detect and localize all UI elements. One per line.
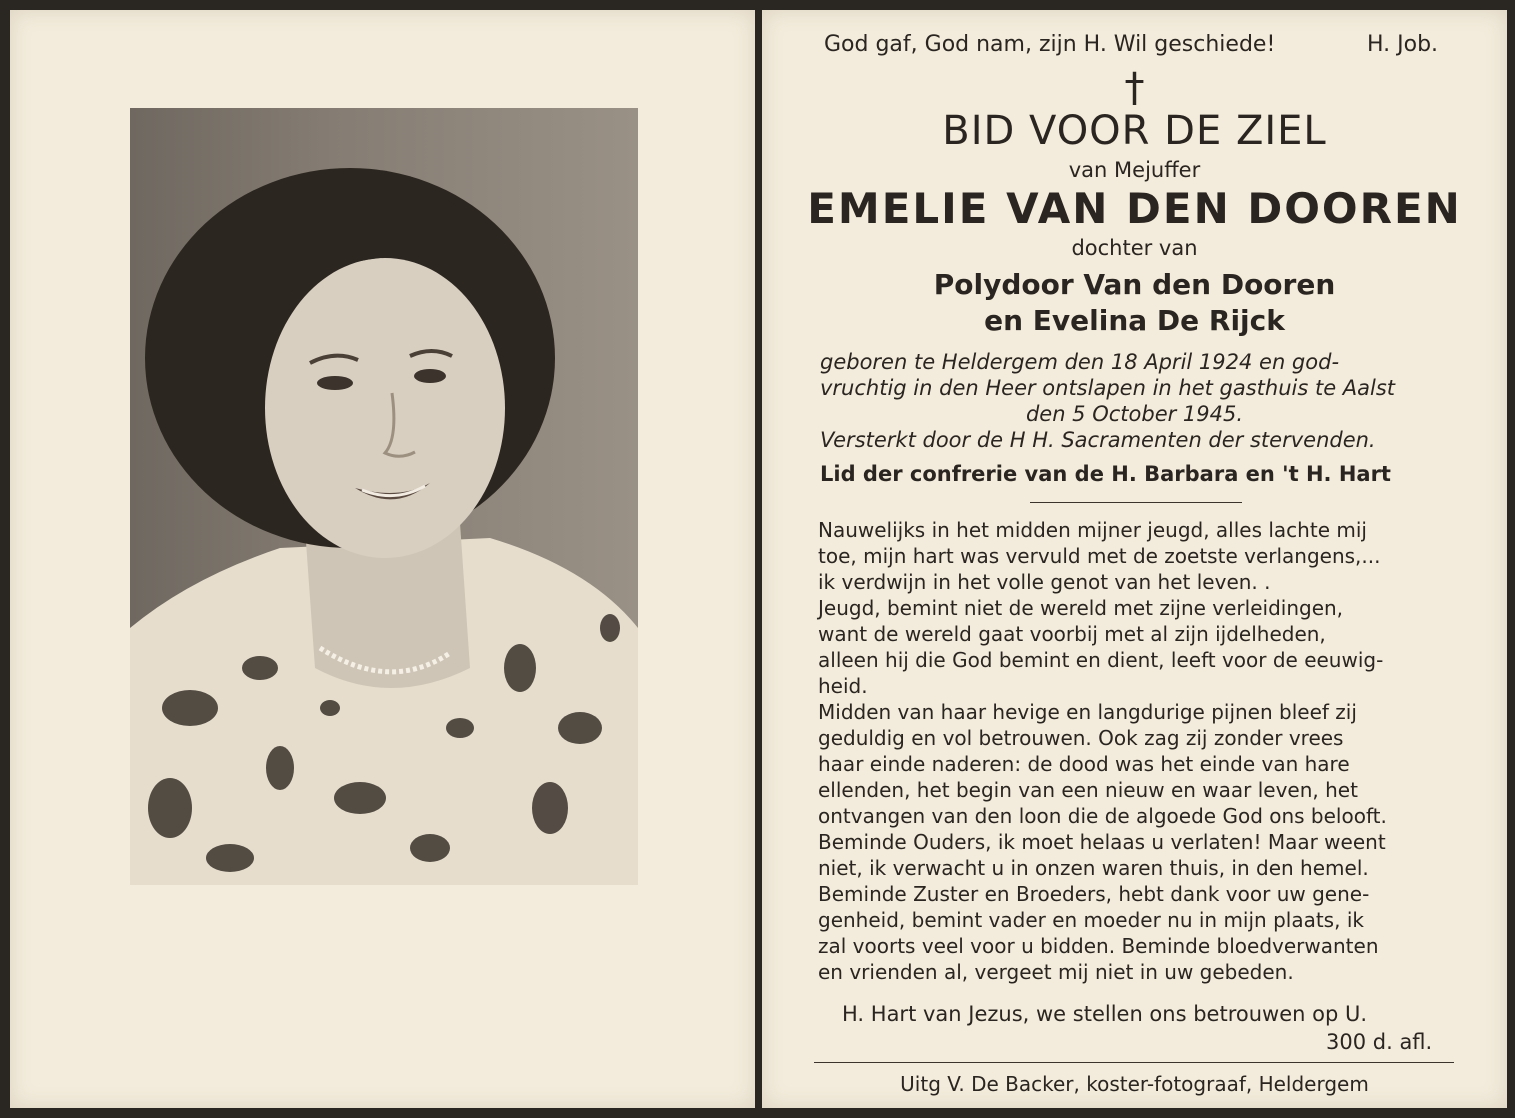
poem-line: toe, mijn hart was vervuld met de zoetste verlangens,... (818, 544, 1381, 568)
poem-line: ik verdwijn in het volle genot van het leven. . (818, 570, 1271, 594)
poem-line: genheid, bemint vader en moeder nu in mijn plaats, ik (818, 908, 1364, 932)
poem-line: Midden van haar hevige en langdurige pijnen bleef zij (818, 700, 1357, 724)
membership-line: Lid der confrerie van de H. Barbara en 't H. Hart (820, 462, 1391, 486)
poem-line: heid. (818, 674, 868, 698)
poem-line: ellenden, het begin van een nieuw en waar leven, het (818, 778, 1358, 802)
bio-line: Versterkt door de H H. Sacramenten der stervenden. (820, 428, 1376, 452)
poem-line: niet, ik verwacht u in onzen waren thuis, in den hemel. (818, 856, 1369, 880)
poem-line: alleen hij die God bemint en dient, leeft voor de eeuwig- (818, 648, 1384, 672)
poem-line: geduldig en vol betrouwen. Ook zag zij zonder vrees (818, 726, 1344, 750)
poem-line: Beminde Ouders, ik moet helaas u verlaten! Maar weent (818, 830, 1386, 854)
portrait-photo (130, 108, 638, 885)
poem-line: Beminde Zuster en Broeders, hebt dank voor uw gene- (818, 882, 1370, 906)
poem-line: haar einde naderen: de dood was het einde van hare (818, 752, 1350, 776)
poem-line: en vrienden al, vergeet mij niet in uw gebeden. (818, 960, 1294, 984)
bio-line: den 5 October 1945. (1025, 402, 1244, 426)
photo-card (10, 10, 755, 1108)
divider (1030, 502, 1242, 503)
bio-line: vruchtig in den Heer ontslapen in het gasthuis te Aalst (820, 376, 1396, 400)
poem-line: ontvangen van den loon die de algoede God ons belooft. (818, 804, 1387, 828)
mother-name: en Evelina De Rijck (984, 304, 1285, 337)
poem-line: zal voorts veel voor u bidden. Beminde bloedverwanten (818, 934, 1379, 958)
poem-line: Jeugd, bemint niet de wereld met zijne verleidingen, (818, 596, 1344, 620)
footer-divider (814, 1062, 1454, 1063)
memorial-text-card (762, 10, 1507, 1108)
deceased-name: EMELIE VAN DEN DOOREN (807, 184, 1462, 233)
portrait-illustration (130, 108, 638, 885)
poem-line: want de wereld gaat voorbij met al zijn ijdelheden, (818, 622, 1326, 646)
indulgence-note: 300 d. afl. (1326, 1030, 1433, 1054)
title-line: van Mejuffer (1068, 158, 1201, 182)
bio-line: geboren te Heldergem den 18 April 1924 en god- (820, 350, 1340, 374)
prayer-heading: BID VOOR DE ZIEL (942, 108, 1327, 154)
scripture-quote: God gaf, God nam, zijn H. Wil geschiede! (824, 32, 1276, 57)
closing-prayer: H. Hart van Jezus, we stellen ons betrouwen op U. (842, 1002, 1367, 1026)
poem-line: Nauwelijks in het midden mijner jeugd, alles lachte mij (818, 518, 1367, 542)
cross-icon: † (1124, 65, 1145, 111)
relation-line: dochter van (1071, 236, 1198, 260)
publisher-line: Uitg V. De Backer, koster-fotograaf, Heldergem (900, 1072, 1369, 1096)
father-name: Polydoor Van den Dooren (933, 268, 1336, 301)
scripture-source: H. Job. (1367, 32, 1439, 57)
